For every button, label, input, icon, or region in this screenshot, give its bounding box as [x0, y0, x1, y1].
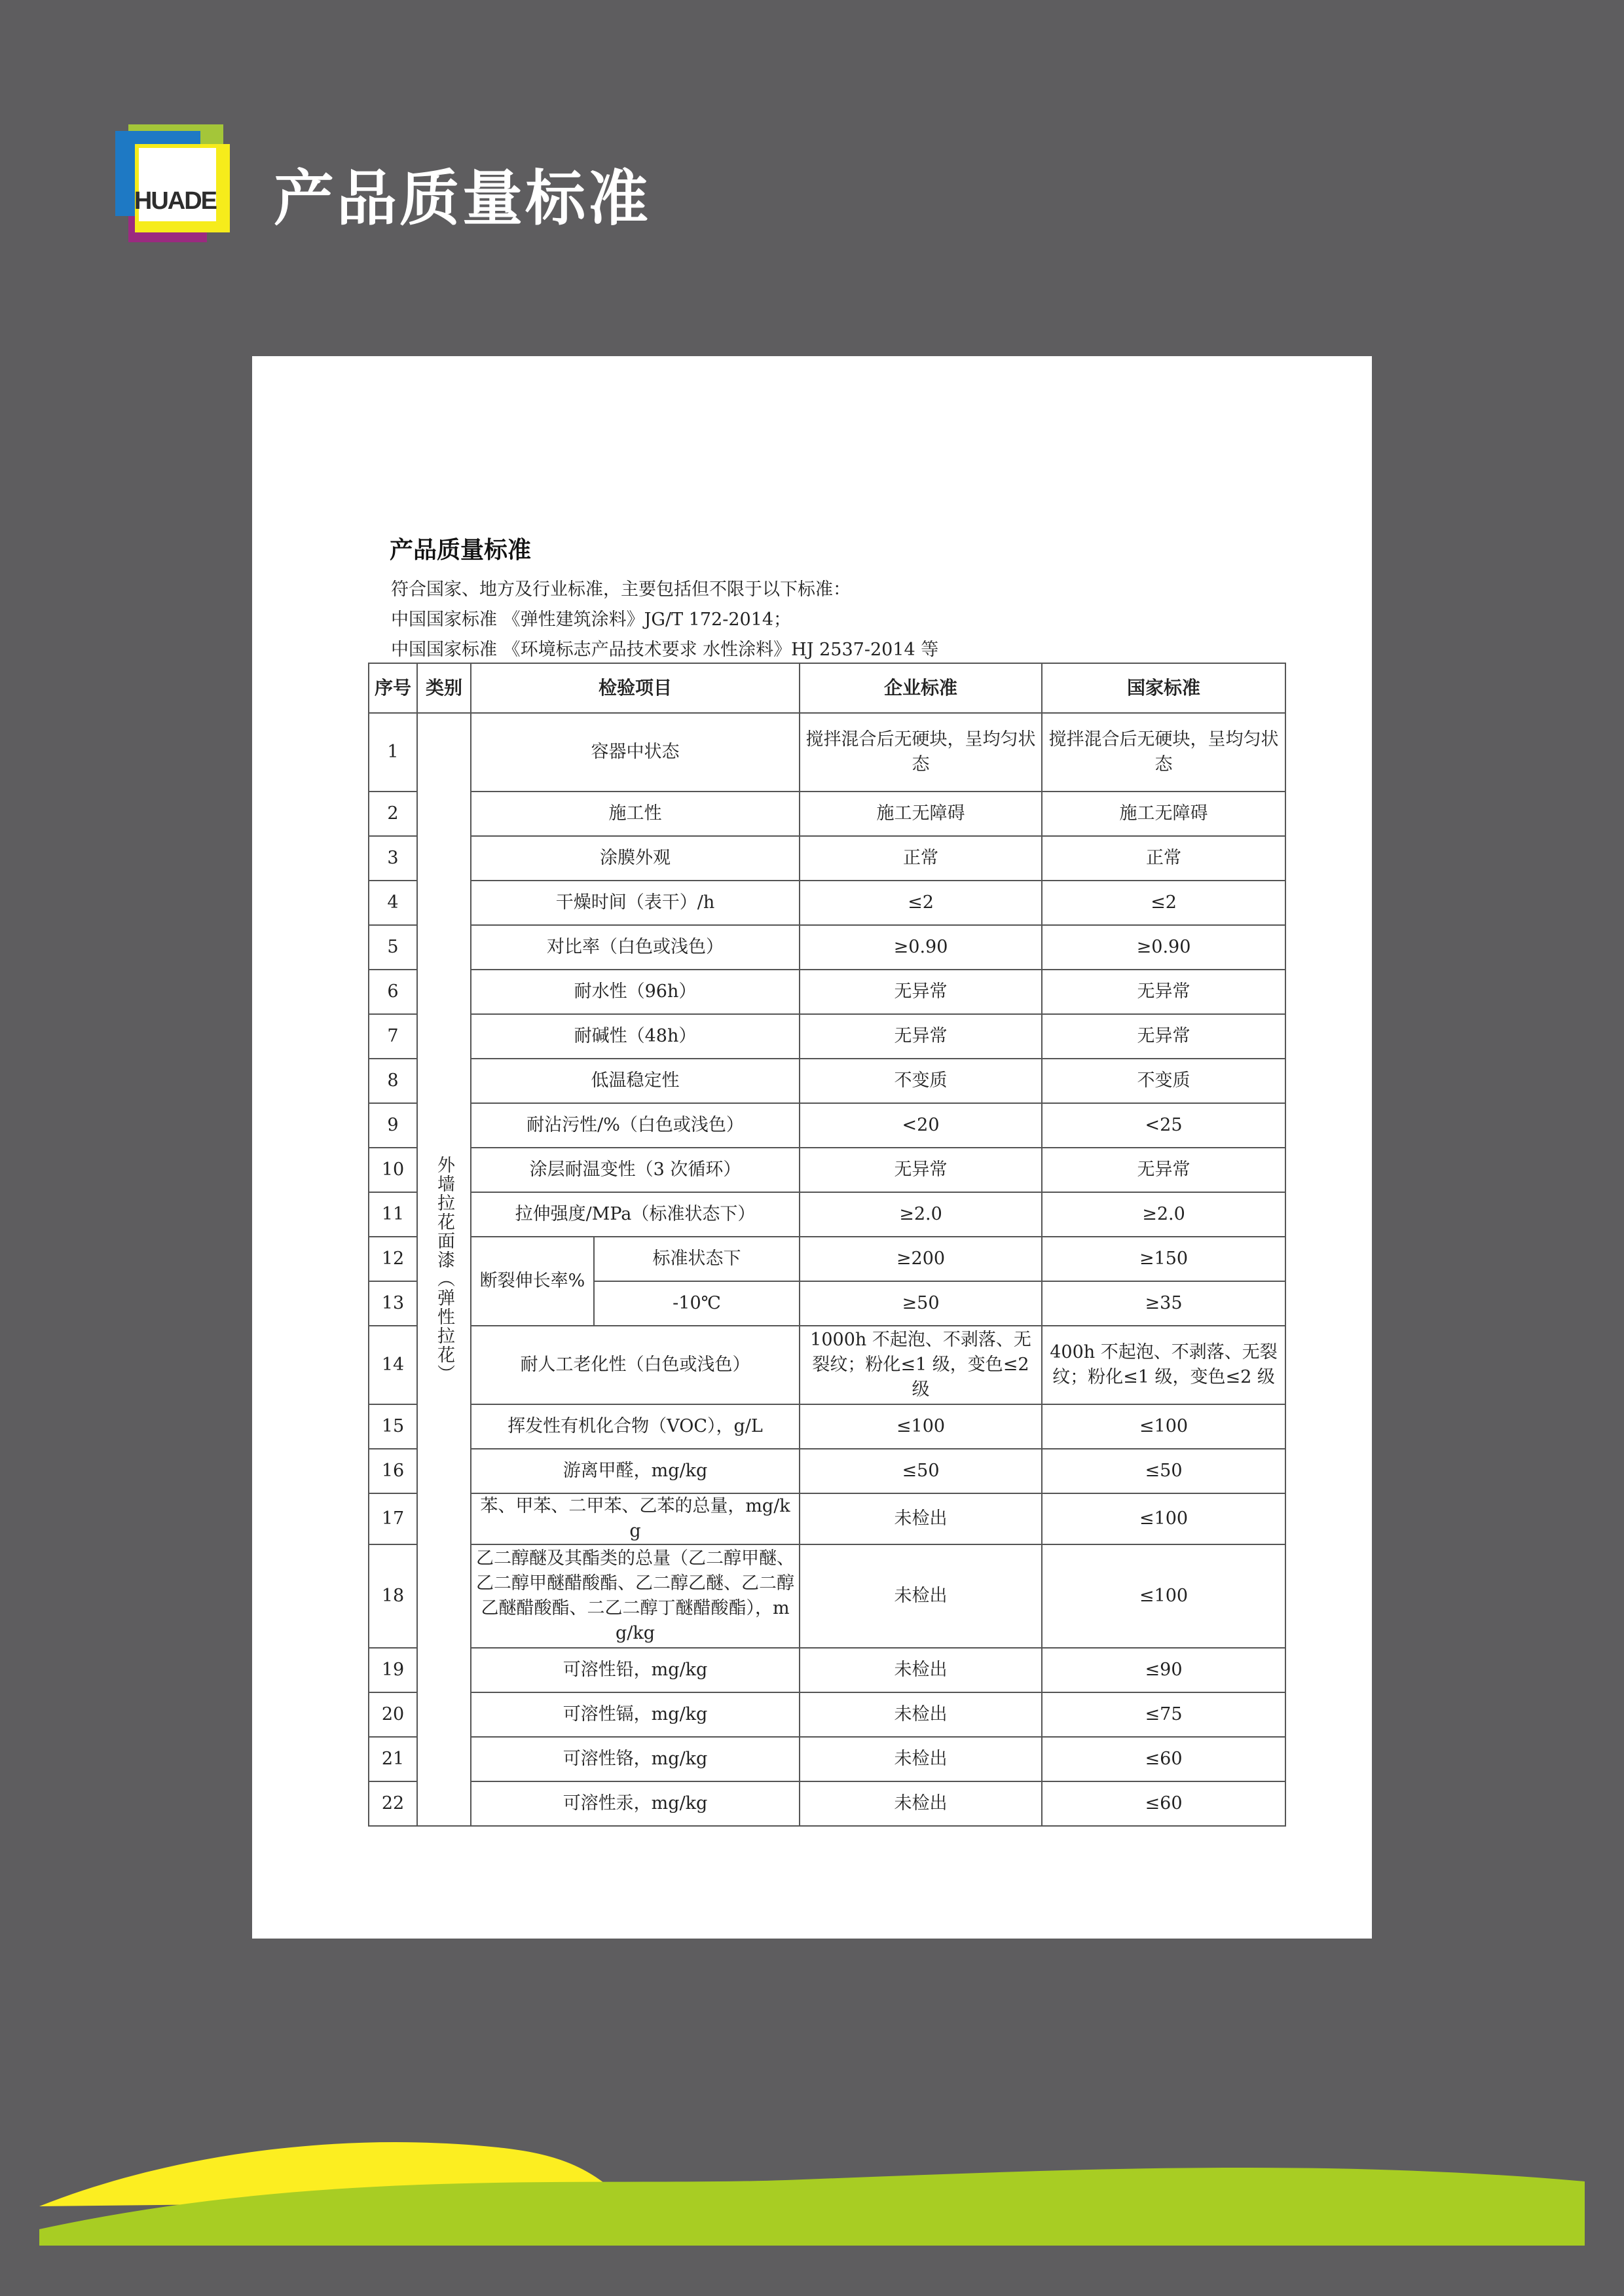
table-row: [369, 1544, 1285, 1648]
row-national: ≤50: [1042, 1449, 1285, 1493]
row-enterprise: 未检出: [800, 1493, 1042, 1544]
quality-standards-table: [368, 663, 1286, 1827]
header: [0, 0, 1624, 262]
row-enterprise: ≥2.0: [800, 1192, 1042, 1237]
table-row: [369, 1192, 1285, 1237]
table-row: [369, 925, 1285, 970]
huade-logo: [115, 124, 230, 249]
table-row: [369, 836, 1285, 881]
table-row: [369, 1404, 1285, 1449]
row-enterprise: 未检出: [800, 1692, 1042, 1737]
row-item: 可溶性汞，mg/kg: [471, 1781, 800, 1826]
row-enterprise: 无异常: [800, 1148, 1042, 1192]
header-category: 类别: [417, 663, 471, 713]
row-national: 无异常: [1042, 1148, 1285, 1192]
row-item: 可溶性铅，mg/kg: [471, 1648, 800, 1692]
elongation-group-label: 断裂伸长率%: [471, 1237, 594, 1326]
row-enterprise: 施工无障碍: [800, 792, 1042, 836]
table-row: [369, 1493, 1285, 1544]
table-row: [369, 1014, 1285, 1059]
row-national: ≥150: [1042, 1237, 1285, 1281]
page-title: 产品质量标准: [274, 164, 652, 234]
row-national: 施工无障碍: [1042, 792, 1285, 836]
row-national: 正常: [1042, 836, 1285, 881]
row-enterprise: 无异常: [800, 1014, 1042, 1059]
row-no: 6: [369, 970, 417, 1014]
document-intro: [391, 575, 938, 665]
table-row: [369, 1103, 1285, 1148]
row-no: 2: [369, 792, 417, 836]
table-row: [369, 1692, 1285, 1737]
row-enterprise: 无异常: [800, 970, 1042, 1014]
table-row: [369, 1648, 1285, 1692]
row-national: 无异常: [1042, 1014, 1285, 1059]
row-item: 低温稳定性: [471, 1059, 800, 1103]
row-no: 20: [369, 1692, 417, 1737]
row-item: 涂膜外观: [471, 836, 800, 881]
table-row: [369, 713, 1285, 792]
row-enterprise: 正常: [800, 836, 1042, 881]
row-item: 涂层耐温变性（3 次循环）: [471, 1148, 800, 1192]
table-row: [369, 1737, 1285, 1781]
row-no: 16: [369, 1449, 417, 1493]
header-enterprise: 企业标准: [800, 663, 1042, 713]
row-item: 挥发性有机化合物（VOC），g/L: [471, 1404, 800, 1449]
table-row: [369, 1326, 1285, 1404]
row-national: ≥2.0: [1042, 1192, 1285, 1237]
row-item: 对比率（白色或浅色）: [471, 925, 800, 970]
row-enterprise: ≥0.90: [800, 925, 1042, 970]
row-national: 400h 不起泡、不剥落、无裂纹；粉化≤1 级，变色≤2 级: [1042, 1326, 1285, 1404]
header-item: 检验项目: [471, 663, 800, 713]
row-no: 17: [369, 1493, 417, 1544]
row-no: 13: [369, 1281, 417, 1326]
table-row: [369, 1148, 1285, 1192]
table-row: [369, 1781, 1285, 1826]
row-enterprise: 未检出: [800, 1737, 1042, 1781]
row-national: ≤60: [1042, 1737, 1285, 1781]
row-no: 9: [369, 1103, 417, 1148]
row-item: 游离甲醛，mg/kg: [471, 1449, 800, 1493]
category-label: 外墙拉花面漆︵弹性拉花︶: [434, 1156, 454, 1383]
row-no: 8: [369, 1059, 417, 1103]
row-item: 耐水性（96h）: [471, 970, 800, 1014]
row-no: 22: [369, 1781, 417, 1826]
row-item: 苯、甲苯、二甲苯、乙苯的总量，mg/kg: [471, 1493, 800, 1544]
row-enterprise: ≤2: [800, 881, 1042, 925]
row-item: 耐碱性（48h）: [471, 1014, 800, 1059]
row-enterprise: ≤100: [800, 1404, 1042, 1449]
table-row: [369, 881, 1285, 925]
row-no: 11: [369, 1192, 417, 1237]
table-row: [369, 1059, 1285, 1103]
row-item: 乙二醇醚及其酯类的总量（乙二醇甲醚、乙二醇甲醚醋酸酯、乙二醇乙醚、乙二醇乙醚醋酸酯、二乙二醇丁醚醋酸酯），mg/kg: [471, 1544, 800, 1648]
row-national: ≤90: [1042, 1648, 1285, 1692]
row-national: ≤100: [1042, 1493, 1285, 1544]
row-enterprise: 不变质: [800, 1059, 1042, 1103]
row-item: 可溶性镉，mg/kg: [471, 1692, 800, 1737]
row-item: 耐人工老化性（白色或浅色）: [471, 1326, 800, 1404]
table-header-row: [369, 663, 1285, 713]
category-cell: [417, 713, 471, 1826]
header-national: 国家标准: [1042, 663, 1285, 713]
row-item: 施工性: [471, 792, 800, 836]
row-item: 标准状态下: [594, 1237, 800, 1281]
row-no: 21: [369, 1737, 417, 1781]
row-national: 搅拌混合后无硬块，呈均匀状态: [1042, 713, 1285, 792]
row-enterprise: 未检出: [800, 1648, 1042, 1692]
row-no: 18: [369, 1544, 417, 1648]
row-enterprise: ≥200: [800, 1237, 1042, 1281]
row-enterprise: 1000h 不起泡、不剥落、无裂纹；粉化≤1 级，变色≤2 级: [800, 1326, 1042, 1404]
row-national: ≤100: [1042, 1544, 1285, 1648]
row-enterprise: 搅拌混合后无硬块，呈均匀状态: [800, 713, 1042, 792]
row-item: 耐沾污性/%（白色或浅色）: [471, 1103, 800, 1148]
row-national: ≤60: [1042, 1781, 1285, 1826]
row-item: 可溶性铬，mg/kg: [471, 1737, 800, 1781]
table-row: [369, 970, 1285, 1014]
row-enterprise: ≥50: [800, 1281, 1042, 1326]
logo-text: HUADE: [134, 187, 216, 215]
intro-line: 中国国家标准 《环境标志产品技术要求 水性涂料》HJ 2537-2014 等: [391, 640, 939, 660]
row-national: 不变质: [1042, 1059, 1285, 1103]
row-national: ≥35: [1042, 1281, 1285, 1326]
row-enterprise: 未检出: [800, 1781, 1042, 1826]
row-item: 容器中状态: [471, 713, 800, 792]
row-national: ≤100: [1042, 1404, 1285, 1449]
row-no: 5: [369, 925, 417, 970]
row-enterprise: 未检出: [800, 1544, 1042, 1648]
row-national: ≤2: [1042, 881, 1285, 925]
row-no: 14: [369, 1326, 417, 1404]
header-no: 序号: [369, 663, 417, 713]
table-row: [369, 1237, 1285, 1281]
intro-line: 符合国家、地方及行业标准，主要包括但不限于以下标准：: [391, 579, 851, 600]
row-enterprise: <20: [800, 1103, 1042, 1148]
row-no: 10: [369, 1148, 417, 1192]
row-national: ≤75: [1042, 1692, 1285, 1737]
row-no: 3: [369, 836, 417, 881]
decorative-waves: [0, 2056, 1624, 2296]
table-row: [369, 1449, 1285, 1493]
table-row: [369, 792, 1285, 836]
row-national: <25: [1042, 1103, 1285, 1148]
row-enterprise: ≤50: [800, 1449, 1042, 1493]
document-title: 产品质量标准: [390, 537, 532, 564]
row-no: 19: [369, 1648, 417, 1692]
row-no: 12: [369, 1237, 417, 1281]
intro-line: 中国国家标准 《弹性建筑涂料》JG/T 172-2014；: [391, 610, 792, 630]
document-sheet: [252, 356, 1372, 1939]
row-national: 无异常: [1042, 970, 1285, 1014]
row-no: 7: [369, 1014, 417, 1059]
row-no: 4: [369, 881, 417, 925]
row-item: 拉伸强度/MPa（标准状态下）: [471, 1192, 800, 1237]
row-no: 15: [369, 1404, 417, 1449]
row-item: -10℃: [594, 1281, 800, 1326]
row-no: 1: [369, 713, 417, 792]
row-national: ≥0.90: [1042, 925, 1285, 970]
row-item: 干燥时间（表干）/h: [471, 881, 800, 925]
